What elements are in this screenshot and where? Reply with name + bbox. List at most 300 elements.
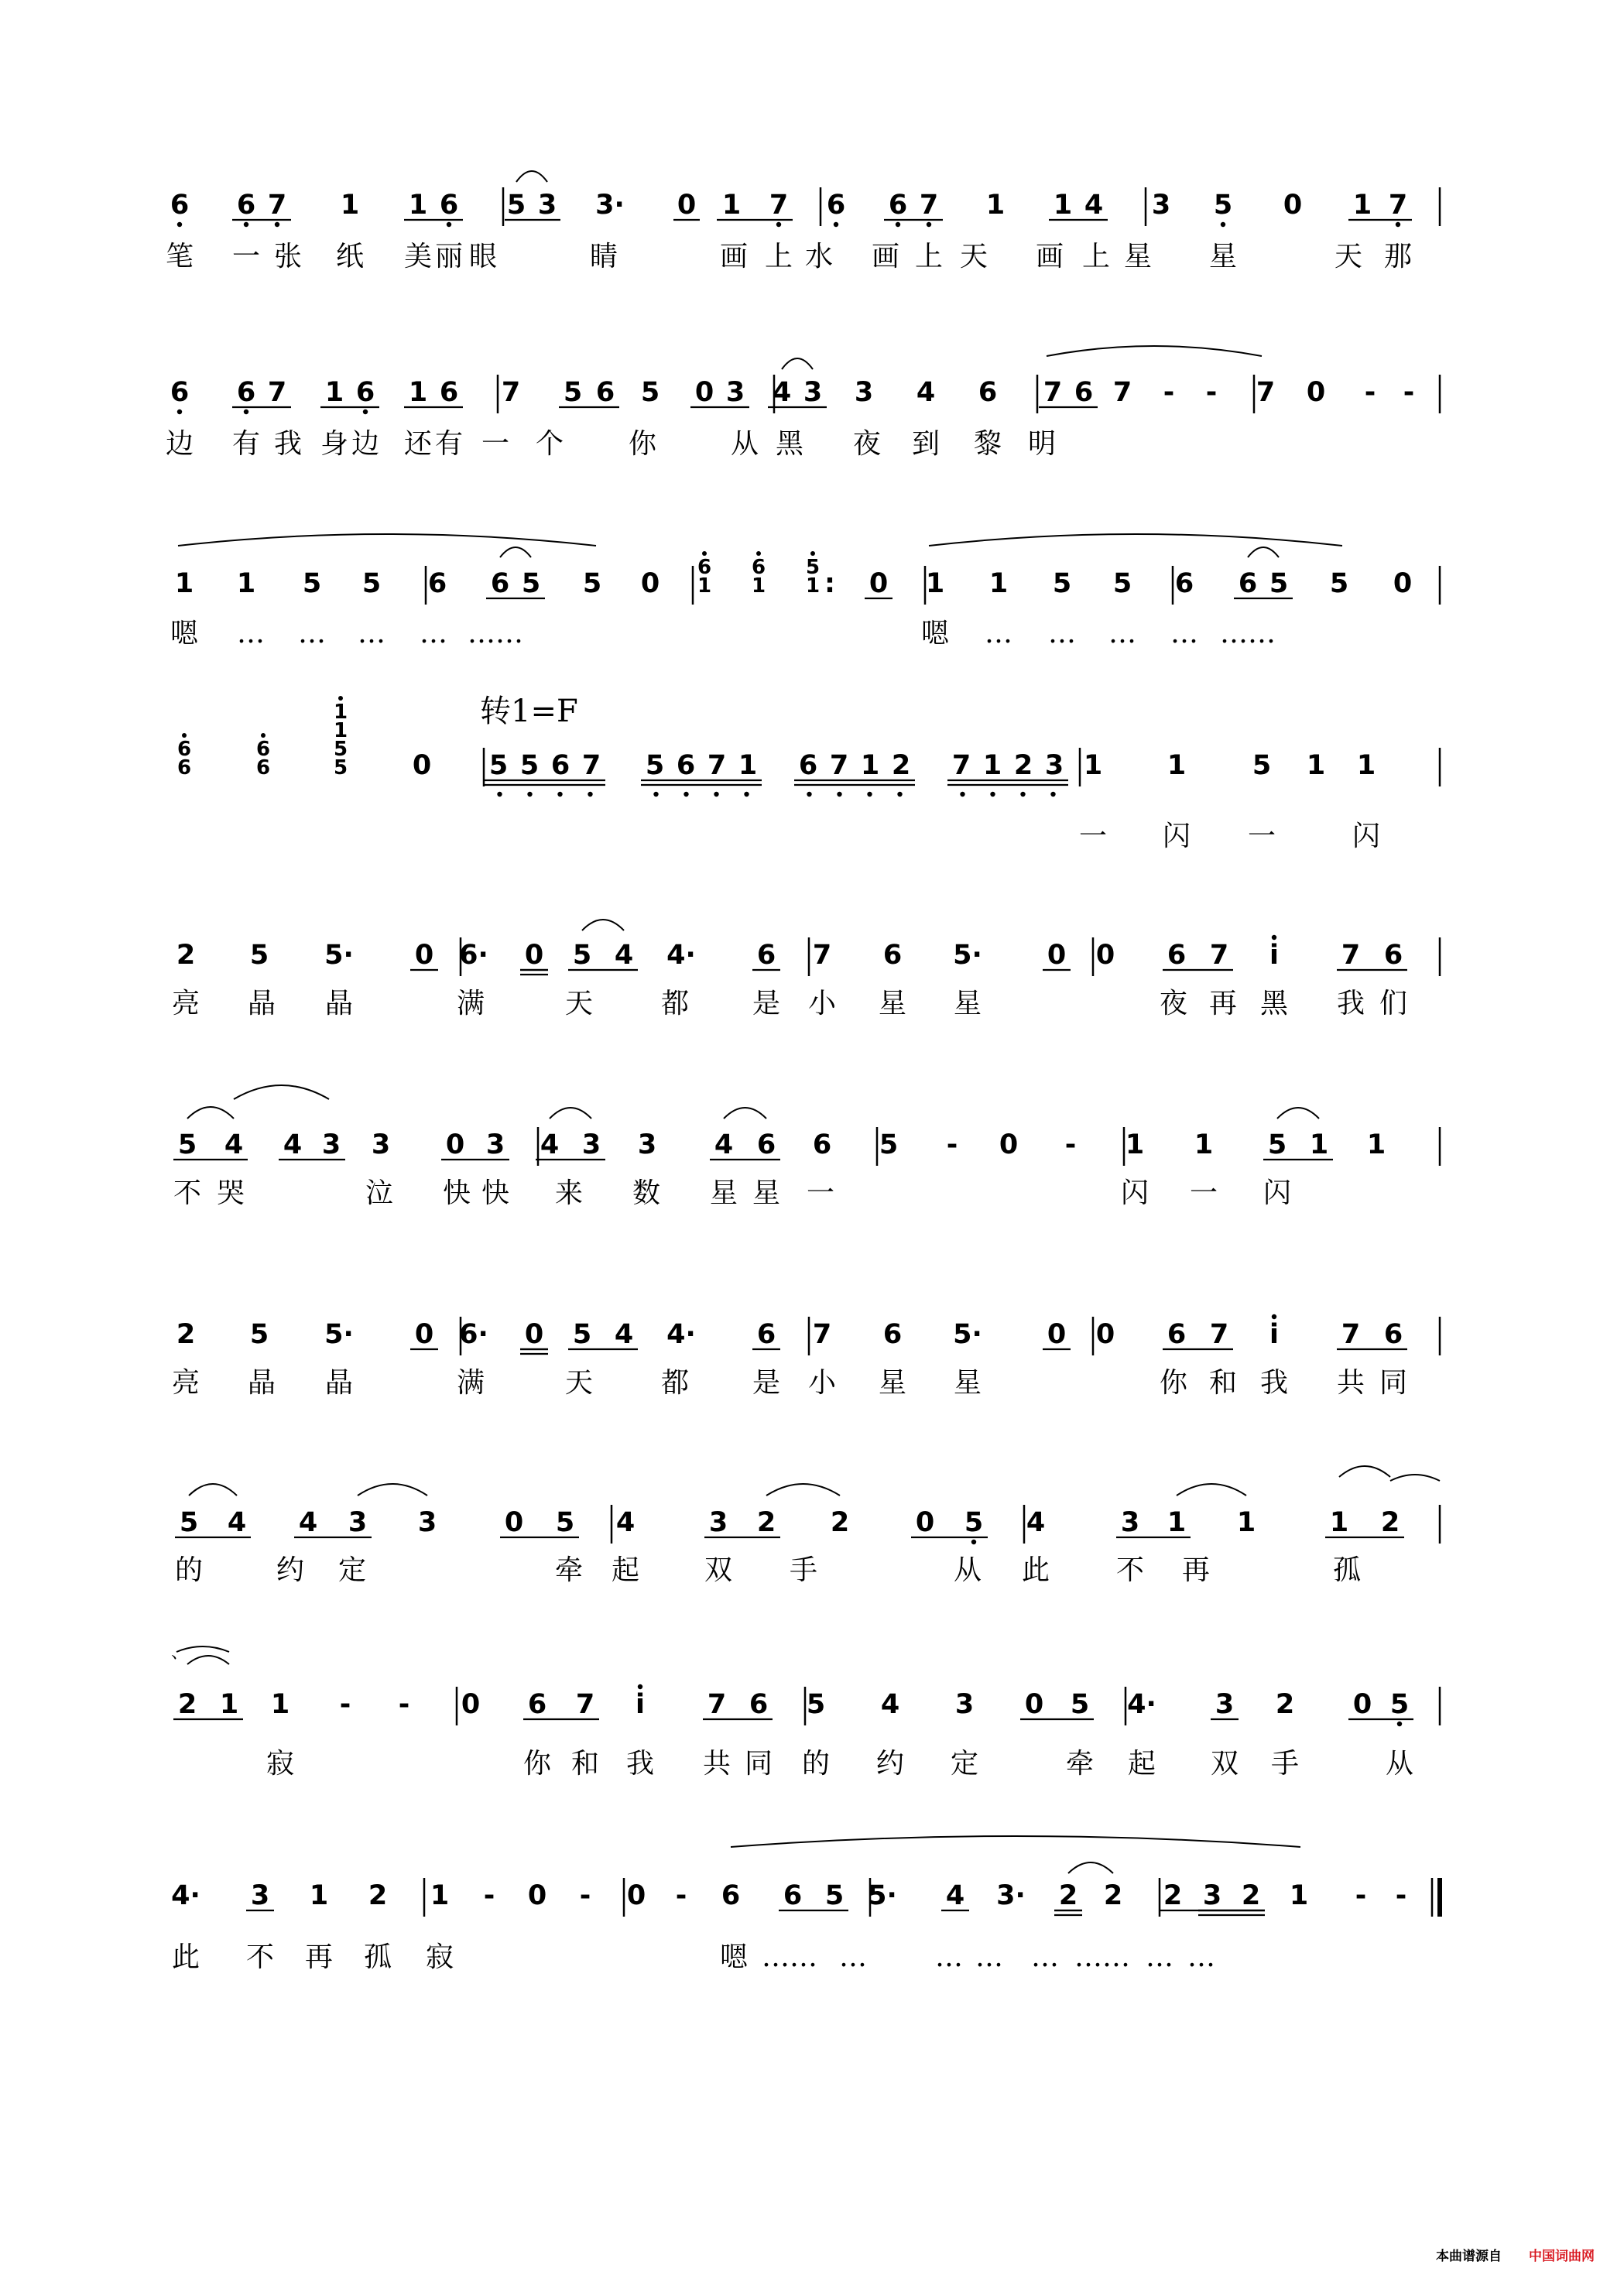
note: 7 [812,1319,832,1350]
tie-slur [500,547,531,557]
lyric-syllable: 我 [625,1748,655,1780]
chord-note: 1 [333,719,348,742]
lyric-syllable: 闪 [1263,1177,1292,1209]
note: 6 [1383,1319,1403,1350]
octave-dot-above [1272,935,1276,940]
note: 5 [179,1507,199,1538]
tie-slur [1068,1862,1113,1873]
note: 6 [749,1689,769,1720]
note: 3 [1120,1507,1140,1538]
octave-dot-below [244,409,248,414]
note: 6 [1167,1319,1187,1350]
note: - [1403,377,1415,408]
tie-slur [187,1656,229,1664]
lyric-syllable: 此 [171,1941,200,1973]
note: 1 [1236,1507,1256,1538]
lyric-syllable: 双 [704,1554,733,1586]
lyric-syllable: 画 [1035,241,1064,272]
note: 3 [708,1507,728,1538]
note: 0 [1047,1319,1067,1350]
tie-slur [234,1085,329,1099]
tie-slur [187,1107,234,1119]
note: 6 [1383,940,1403,971]
lyric-syllable: 小 [807,1367,837,1399]
lyric-syllable: 双 [1210,1748,1239,1780]
note: 7 [769,190,789,221]
note: 6 [236,190,256,221]
octave-dot-below [363,409,368,414]
note: 3 [250,1880,270,1911]
lyric-syllable: 亮 [171,988,200,1019]
note: 7 [707,750,727,781]
lyric-syllable: 手 [1270,1748,1300,1780]
note: 3 [725,377,745,408]
note: - [398,1689,410,1720]
lyric-syllable: 黎 [973,428,1002,460]
note: 2 [1013,750,1033,781]
octave-dot-above [1272,1314,1276,1319]
lyric-syllable: 你 [522,1748,552,1780]
note: 6 [756,1129,776,1160]
note: 7 [1256,377,1276,408]
note: 5 [964,1507,984,1538]
lyric-syllable: 闪 [1352,821,1381,852]
note: 4 [227,1507,247,1538]
note: - [1205,377,1218,408]
note: 6 [826,190,846,221]
lyric-syllable: 寂 [266,1748,295,1780]
note: 6 [888,190,908,221]
lyric-syllable: … [420,618,447,649]
lyric-syllable: 我 [1336,988,1365,1019]
octave-dot-below [927,222,931,227]
lyric-syllable: 都 [660,1367,690,1399]
note: 5 [1267,1129,1287,1160]
note: - [483,1880,495,1911]
chord-note: 1 [333,701,348,724]
lyric-syllable: 数 [632,1177,661,1209]
lyric-syllable: … [975,1941,1003,1973]
lyric-syllable: … [1187,1941,1215,1973]
lyric-syllable: 泣 [365,1177,394,1209]
octave-dot-below [588,792,592,797]
note: 2 [1380,1507,1400,1538]
note: 5 [249,1319,269,1350]
lyric-syllable: … [1048,618,1076,649]
note: 5 [519,750,540,781]
octave-dot-below [527,792,532,797]
lyric-syllable: 星 [1208,241,1238,272]
lyric-syllable: 晶 [247,988,276,1019]
note: 1 [408,190,428,221]
lyric-syllable: 再 [1208,988,1238,1019]
note: 1 [1083,750,1103,781]
note: 3 [803,377,823,408]
note: 6 [236,377,256,408]
lyric-syllable: 丽 [434,241,464,272]
lyric-syllable: 的 [174,1554,204,1586]
lyric-syllable: 你 [1159,1367,1188,1399]
note: - [1163,377,1175,408]
lyric-syllable: 水 [804,241,834,272]
lyric-syllable: 黑 [1259,988,1289,1019]
note: 5 [582,568,602,599]
octave-dot-above [810,551,815,556]
note: 7 [1341,940,1361,971]
note: 3 [485,1129,505,1160]
note: 1 [324,377,344,408]
note: 1 [1167,750,1187,781]
note: 6 [439,377,459,408]
lyric-syllable: … [1146,1941,1173,1973]
lyric-syllable: 是 [752,1367,781,1399]
system-9 [171,1643,1440,1780]
note: - [1395,1880,1407,1911]
note: 2 [756,1507,776,1538]
note: 5 [1252,750,1272,781]
note: 5 [1052,568,1072,599]
note: 1 [1306,750,1326,781]
note: 5 [177,1129,197,1160]
note: 1 [236,568,256,599]
lyric-syllable: 寂 [425,1941,454,1973]
tie-slur [782,358,813,369]
lyric-syllable: 共 [702,1748,731,1780]
note: - [579,1880,591,1911]
note: 5· [868,1880,897,1911]
note: 5 [1389,1689,1410,1720]
lyric-syllable: 天 [959,241,988,272]
note: 5 [361,568,382,599]
lyric-syllable: 定 [950,1748,979,1780]
lyric-syllable: 我 [1259,1367,1289,1399]
lyric-syllable: 从 [953,1554,982,1586]
lyric-syllable: 同 [1379,1367,1408,1399]
lyric-syllable: 张 [273,241,303,272]
octave-dot-below [744,792,749,797]
octave-dot-below [244,222,248,227]
lyric-syllable: 嗯 [920,618,950,649]
lyric-syllable: 一 [806,1177,835,1209]
note: 4 [283,1129,303,1160]
octave-dot-below [834,222,838,227]
note: 5 [824,1880,845,1911]
note: 6 [798,750,818,781]
note: 5 [1269,568,1289,599]
lyric-syllable: 小 [807,988,837,1019]
lyric-syllable: 和 [570,1748,600,1780]
note: 1 [982,750,1002,781]
comma-mark: 、 [170,1643,189,1663]
lyric-syllable: 定 [337,1554,367,1586]
note: 6 [170,377,190,408]
note: 2 [1163,1880,1183,1911]
note: 4 [1084,190,1104,221]
lyric-syllable: 边 [165,428,194,460]
note: 1 [925,568,945,599]
lyric-syllable: 天 [564,1367,594,1399]
lyric-syllable: 美 [403,241,433,272]
note: 7 [267,377,287,408]
lyric-syllable: 星 [1123,241,1153,272]
octave-dot-below [275,222,279,227]
note: 4 [714,1129,734,1160]
lyric-syllable: 满 [456,988,485,1019]
lyric-syllable: 上 [914,241,944,272]
note: 5 [249,940,269,971]
chord-note: 6 [255,738,271,761]
octave-dot-below [684,792,688,797]
note: 1 [1289,1880,1309,1911]
octave-dot-above [261,733,266,738]
note: - [675,1880,687,1911]
note: 3 [1202,1880,1222,1911]
octave-dot-above [702,551,707,556]
note: 0 [1024,1689,1044,1720]
lyric-syllable: 们 [1379,988,1408,1019]
note: 3 [854,377,874,408]
octave-dot-above [182,733,187,738]
lyric-syllable: 夜 [1159,988,1188,1019]
lyric-syllable: … [1108,618,1136,649]
note: 5 [806,1689,826,1720]
note: 6 [550,750,570,781]
lyric-syllable: 边 [351,428,380,460]
note: - [1064,1129,1077,1160]
octave-dot-below [177,409,182,414]
note: 6 [812,1129,832,1160]
lyric-syllable: 快 [481,1177,510,1209]
note: - [339,1689,351,1720]
note: 0 [694,377,714,408]
lyric-syllable: 还 [403,428,433,460]
note: 3 [321,1129,341,1160]
note: 7 [267,190,287,221]
note: 4 [614,1319,634,1350]
note: 0 [527,1880,547,1911]
note: 1 [1309,1129,1329,1160]
note: 7 [919,190,939,221]
note: 4 [614,940,634,971]
note: 3 [581,1129,601,1160]
note: 1 [340,190,360,221]
lyric-syllable: … [1031,1941,1059,1973]
chord-note: 1 [697,574,712,598]
lyric-syllable: 满 [456,1367,485,1399]
note: 4 [298,1507,318,1538]
note: 6 [490,568,510,599]
note: 7 [1388,190,1408,221]
note: 7 [575,1689,595,1720]
note: 6 [882,940,903,971]
tie-slur [724,1108,766,1119]
lyric-syllable: 起 [611,1554,640,1586]
note: 0 [677,190,697,221]
note: 0 [999,1129,1019,1160]
note: 1 [430,1880,450,1911]
tie-slur [178,534,596,546]
octave-dot-below [837,792,841,797]
lyric-syllable: 和 [1208,1367,1238,1399]
footer-source-label: 本曲谱源自 [1436,2249,1502,2264]
octave-dot-below [1050,792,1055,797]
lyric-syllable: …… [468,618,523,649]
note: 0 [414,1319,434,1350]
lyric-syllable: 来 [554,1177,584,1209]
note: 4 [772,377,792,408]
lyric-syllable: 睛 [589,241,618,272]
note: 2 [830,1507,850,1538]
note: 5 [1112,568,1132,599]
note: 7 [581,750,601,781]
lyric-syllable: … [839,1941,867,1973]
note: 2 [1275,1689,1295,1720]
system-8 [175,1466,1440,1586]
lyric-syllable: 嗯 [719,1941,749,1973]
lyric-syllable: 星 [709,1177,738,1209]
note: 4 [916,377,936,408]
octave-dot-below [1397,1722,1402,1726]
lyric-syllable: 星 [752,1177,781,1209]
lyric-syllable: 纸 [335,241,365,272]
note: 2 [176,940,196,971]
chord-note: 6 [176,756,192,780]
note: 6 [721,1880,741,1911]
note: 6 [978,377,998,408]
note: 7 [1112,377,1132,408]
note: 5 [1213,190,1233,221]
note: 6 [355,377,375,408]
note: 6 [595,377,615,408]
note: 0 [504,1507,524,1538]
note: 4 [880,1689,900,1720]
note: 1 [1356,750,1376,781]
note: 1 [1053,190,1073,221]
octave-dot-below [971,1540,976,1544]
note: 7 [1043,377,1063,408]
lyric-syllable: 一 [1078,821,1108,852]
octave-dot-below [776,222,781,227]
tie-slur [731,1836,1300,1847]
note: 7 [1209,940,1229,971]
lyric-syllable: 有 [434,428,464,460]
note: i [636,1689,645,1720]
note: 0 [412,750,432,781]
chord-note: 6 [697,556,712,579]
lyric-syllable: 一 [231,241,261,272]
note: 1 [860,750,880,781]
note: 2 [1103,1880,1123,1911]
note: 0 [626,1880,646,1911]
note: 3 [1215,1689,1235,1720]
lyric-syllable: 一 [1189,1177,1218,1209]
note: 3 [1151,190,1171,221]
note: 4· [171,1880,200,1911]
repeat-colon: : [824,568,835,599]
lyric-syllable: 那 [1383,241,1413,272]
note: 0 [1095,940,1115,971]
note: i [1269,1319,1279,1350]
note: 1 [309,1880,329,1911]
note: 7 [707,1689,727,1720]
note: 6 [1167,940,1187,971]
tie-slur [189,1484,237,1496]
lyric-syllable: 手 [789,1554,818,1586]
system-5 [172,920,1440,1019]
note: 1 [985,190,1006,221]
footer-site-link[interactable]: 中国词曲网 [1529,2249,1595,2264]
note: 0 [524,1319,544,1350]
tie-slur [358,1484,427,1496]
lyric-syllable: 上 [764,241,793,272]
lyric-syllable: 再 [304,1941,334,1973]
lyric-syllable: 快 [442,1177,471,1209]
note: 6 [527,1689,547,1720]
lyric-syllable: 约 [875,1748,905,1780]
note: 0 [414,940,434,971]
lyric-syllable: 起 [1127,1748,1156,1780]
note: 6 [427,568,447,599]
note: 6 [756,1319,776,1350]
octave-dot-below [960,792,964,797]
lyric-syllable: 我 [273,428,303,460]
note: 3 [348,1507,368,1538]
note: 1 [1194,1129,1214,1160]
chord-note: 5 [805,556,821,579]
note: 7 [501,377,521,408]
lyric-syllable: 星 [878,1367,907,1399]
note: 7 [951,750,971,781]
note: 0 [640,568,660,599]
system-7 [172,1314,1440,1399]
note: 0 [915,1507,935,1538]
lyric-syllable: … [298,618,326,649]
octave-dot-above [638,1684,642,1689]
note: 6 [439,190,459,221]
lyric-syllable: 画 [871,241,900,272]
lyric-syllable: 不 [173,1177,202,1209]
lyric-syllable: 天 [1334,241,1363,272]
note: 4· [1127,1689,1156,1720]
octave-dot-above [756,551,761,556]
lyric-syllable: 再 [1181,1554,1211,1586]
note: 0 [1352,1689,1372,1720]
lyric-syllable: 天 [564,988,594,1019]
octave-dot-below [447,222,451,227]
note: 4 [224,1129,244,1160]
tie-slur [929,534,1342,546]
lyric-syllable: 黑 [775,428,804,460]
note: 6 [170,190,190,221]
octave-dot-below [177,222,182,227]
note: 3· [996,1880,1026,1911]
note: 5 [488,750,509,781]
note: 6 [676,750,696,781]
lyric-syllable: 牵 [1065,1748,1095,1780]
octave-dot-below [807,792,811,797]
note: 5· [953,1319,982,1350]
key-change-label: 转1=F [480,694,578,729]
octave-dot-below [867,792,872,797]
note: 5 [640,377,660,408]
chord-note: 6 [176,738,192,761]
tie-slur [1047,346,1262,356]
lyric-syllable: 有 [231,428,261,460]
lyric-syllable: 孤 [363,1941,392,1973]
system-2 [166,346,1440,460]
lyric-syllable: 约 [276,1554,305,1586]
lyric-syllable: 此 [1021,1554,1050,1586]
